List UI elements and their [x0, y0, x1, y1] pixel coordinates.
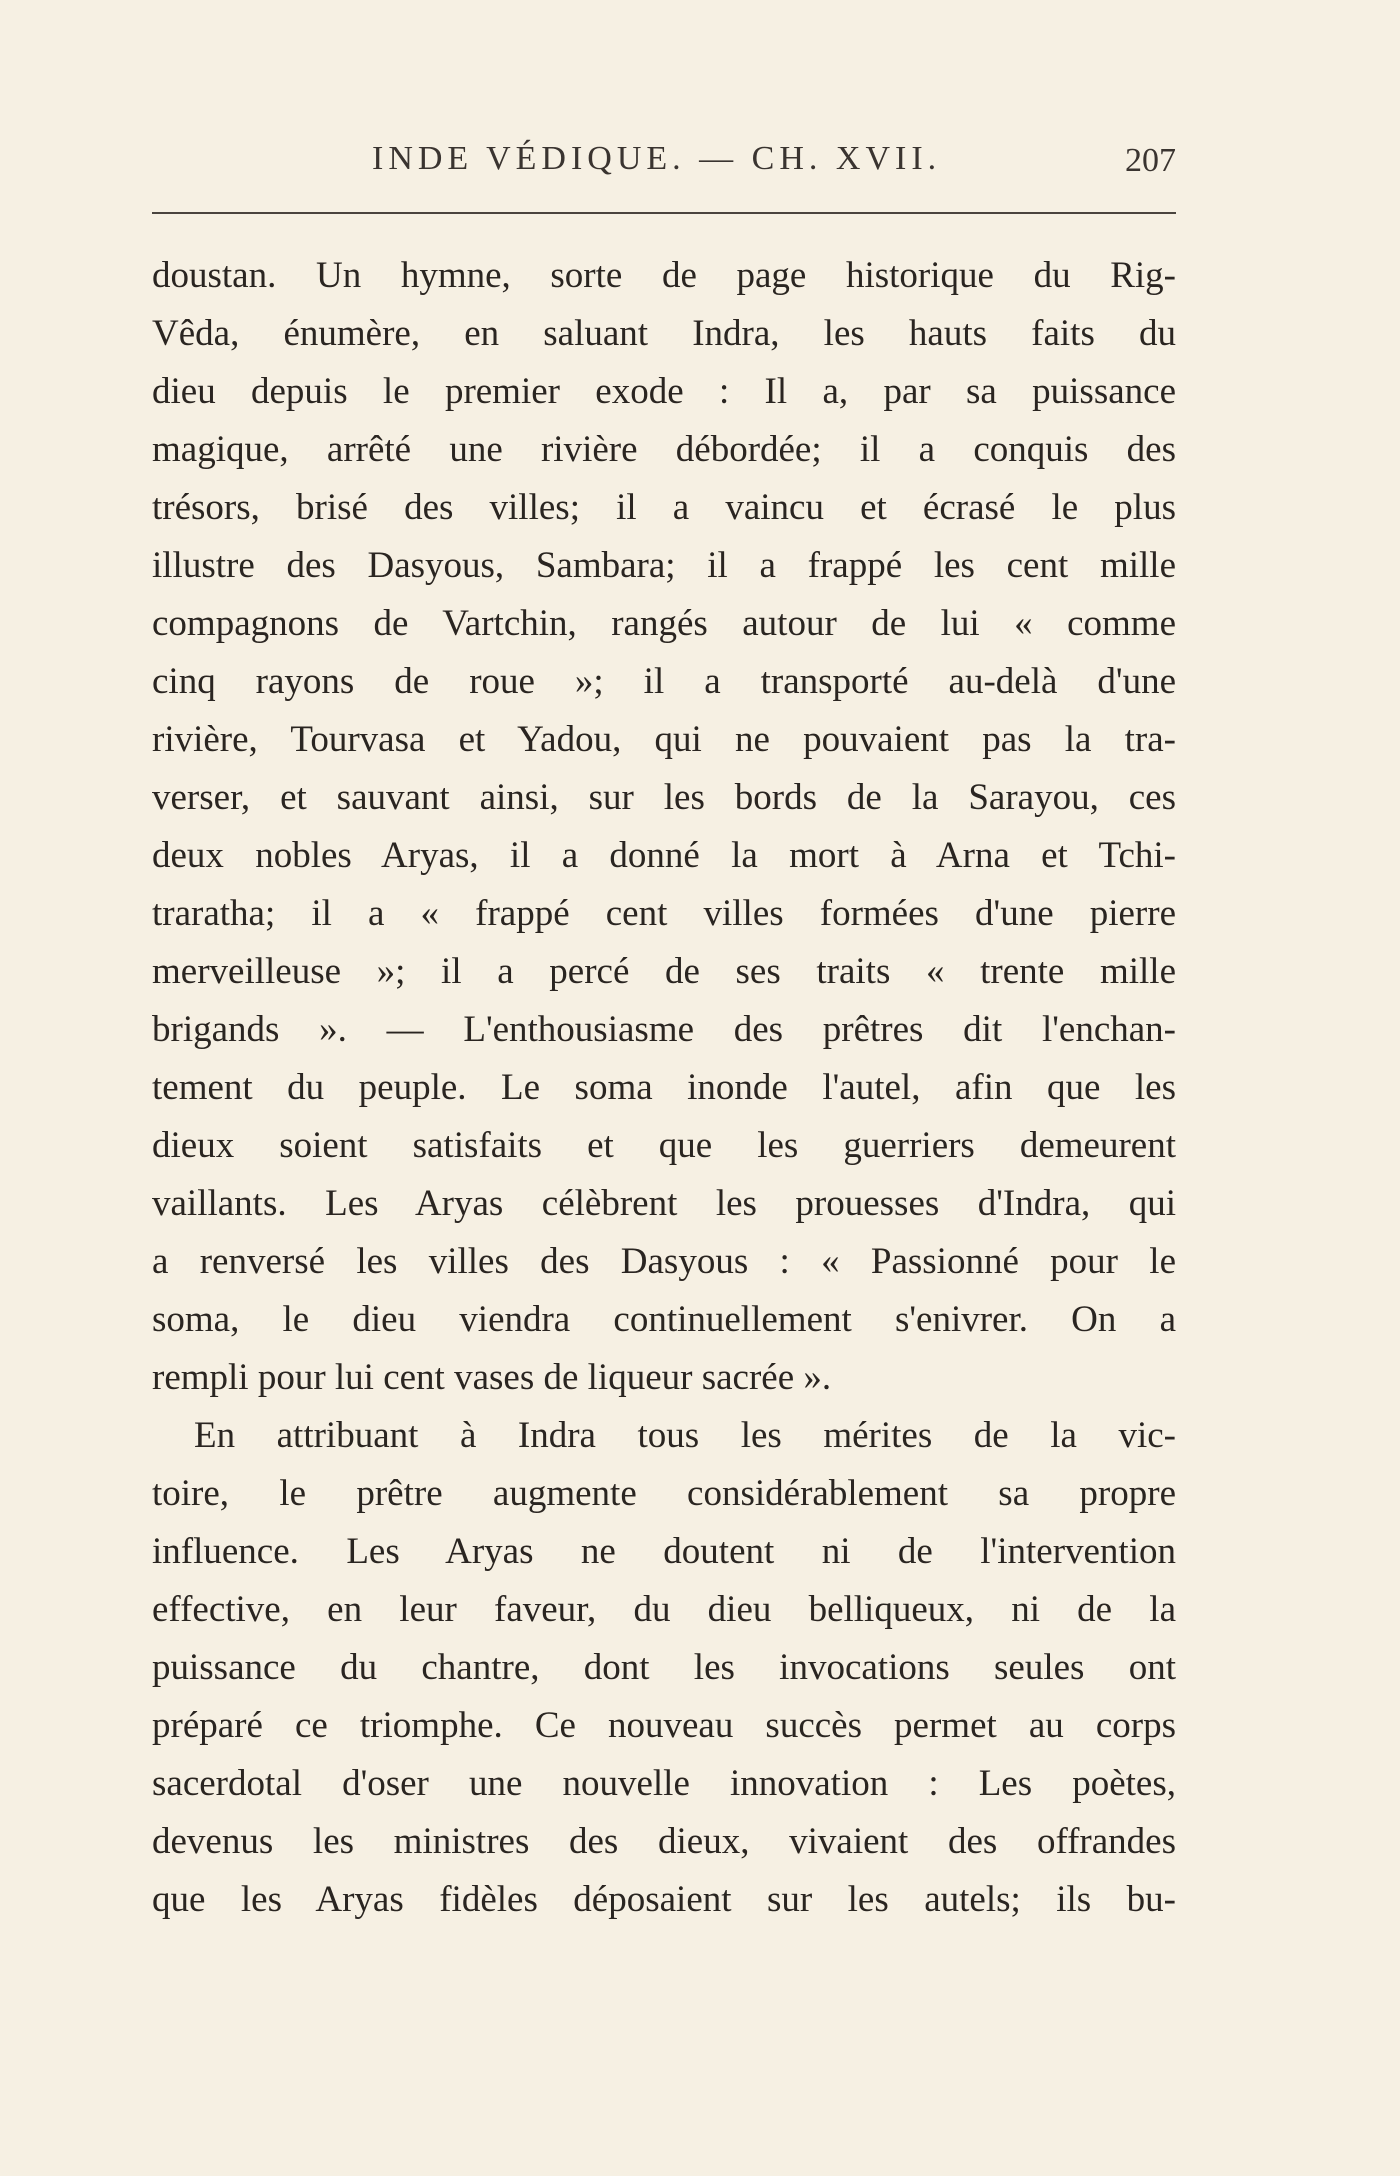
text-line: puissance du chantre, dont les invocations seules ont	[152, 1647, 1176, 1688]
text-line: trésors, brisé des villes; il a vaincu et écrasé le plus	[152, 487, 1176, 528]
header-rule	[152, 212, 1176, 214]
text-line: dieu depuis le premier exode : Il a, par sa puissance	[152, 371, 1176, 412]
text-line: préparé ce triomphe. Ce nouveau succès permet au corps	[152, 1705, 1176, 1746]
page-header	[152, 140, 1176, 190]
paragraph-end-line: rempli pour lui cent vases de liqueur sacrée ».	[152, 1357, 832, 1398]
text-line: deux nobles Aryas, il a donné la mort à Arna et Tchi-	[152, 835, 1176, 876]
paragraph-start-line: En attribuant à Indra tous les mérites de la vic-	[194, 1415, 1176, 1456]
text-line: devenus les ministres des dieux, vivaient des offrandes	[152, 1821, 1176, 1862]
text-line: doustan. Un hymne, sorte de page historique du Rig-	[152, 255, 1176, 296]
text-line: verser, et sauvant ainsi, sur les bords de la Sarayou, ces	[152, 777, 1176, 818]
text-line: compagnons de Vartchin, rangés autour de lui « comme	[152, 603, 1176, 644]
text-line: dieux soient satisfaits et que les guerriers demeurent	[152, 1125, 1176, 1166]
text-line: tement du peuple. Le soma inonde l'autel, afin que les	[152, 1067, 1176, 1108]
text-line: sacerdotal d'oser une nouvelle innovation : Les poètes,	[152, 1763, 1176, 1804]
text-line: Vêda, énumère, en saluant Indra, les hauts faits du	[152, 313, 1176, 354]
text-line: magique, arrêté une rivière débordée; il a conquis des	[152, 429, 1176, 470]
text-line: a renversé les villes des Dasyous : « Passionné pour le	[152, 1241, 1176, 1282]
text-line: traratha; il a « frappé cent villes formées d'une pierre	[152, 893, 1176, 934]
text-line: cinq rayons de roue »; il a transporté au-delà d'une	[152, 661, 1176, 702]
running-title: INDE VÉDIQUE. — CH. XVII.	[372, 140, 942, 177]
text-line: brigands ». — L'enthousiasme des prêtres dit l'enchan-	[152, 1009, 1176, 1050]
text-line: soma, le dieu viendra continuellement s'enivrer. On a	[152, 1299, 1176, 1340]
page-number: 207	[1125, 142, 1176, 179]
text-line: effective, en leur faveur, du dieu belliqueux, ni de la	[152, 1589, 1176, 1630]
text-line: que les Aryas fidèles déposaient sur les autels; ils bu-	[152, 1879, 1176, 1920]
text-line: rivière, Tourvasa et Yadou, qui ne pouvaient pas la tra-	[152, 719, 1176, 760]
text-line: influence. Les Aryas ne doutent ni de l'intervention	[152, 1531, 1176, 1572]
text-line: toire, le prêtre augmente considérablement sa propre	[152, 1473, 1176, 1514]
text-line: merveilleuse »; il a percé de ses traits « trente mille	[152, 951, 1176, 992]
text-line: illustre des Dasyous, Sambara; il a frappé les cent mille	[152, 545, 1176, 586]
body-text	[152, 247, 1176, 1929]
text-line: vaillants. Les Aryas célèbrent les prouesses d'Indra, qui	[152, 1183, 1176, 1224]
